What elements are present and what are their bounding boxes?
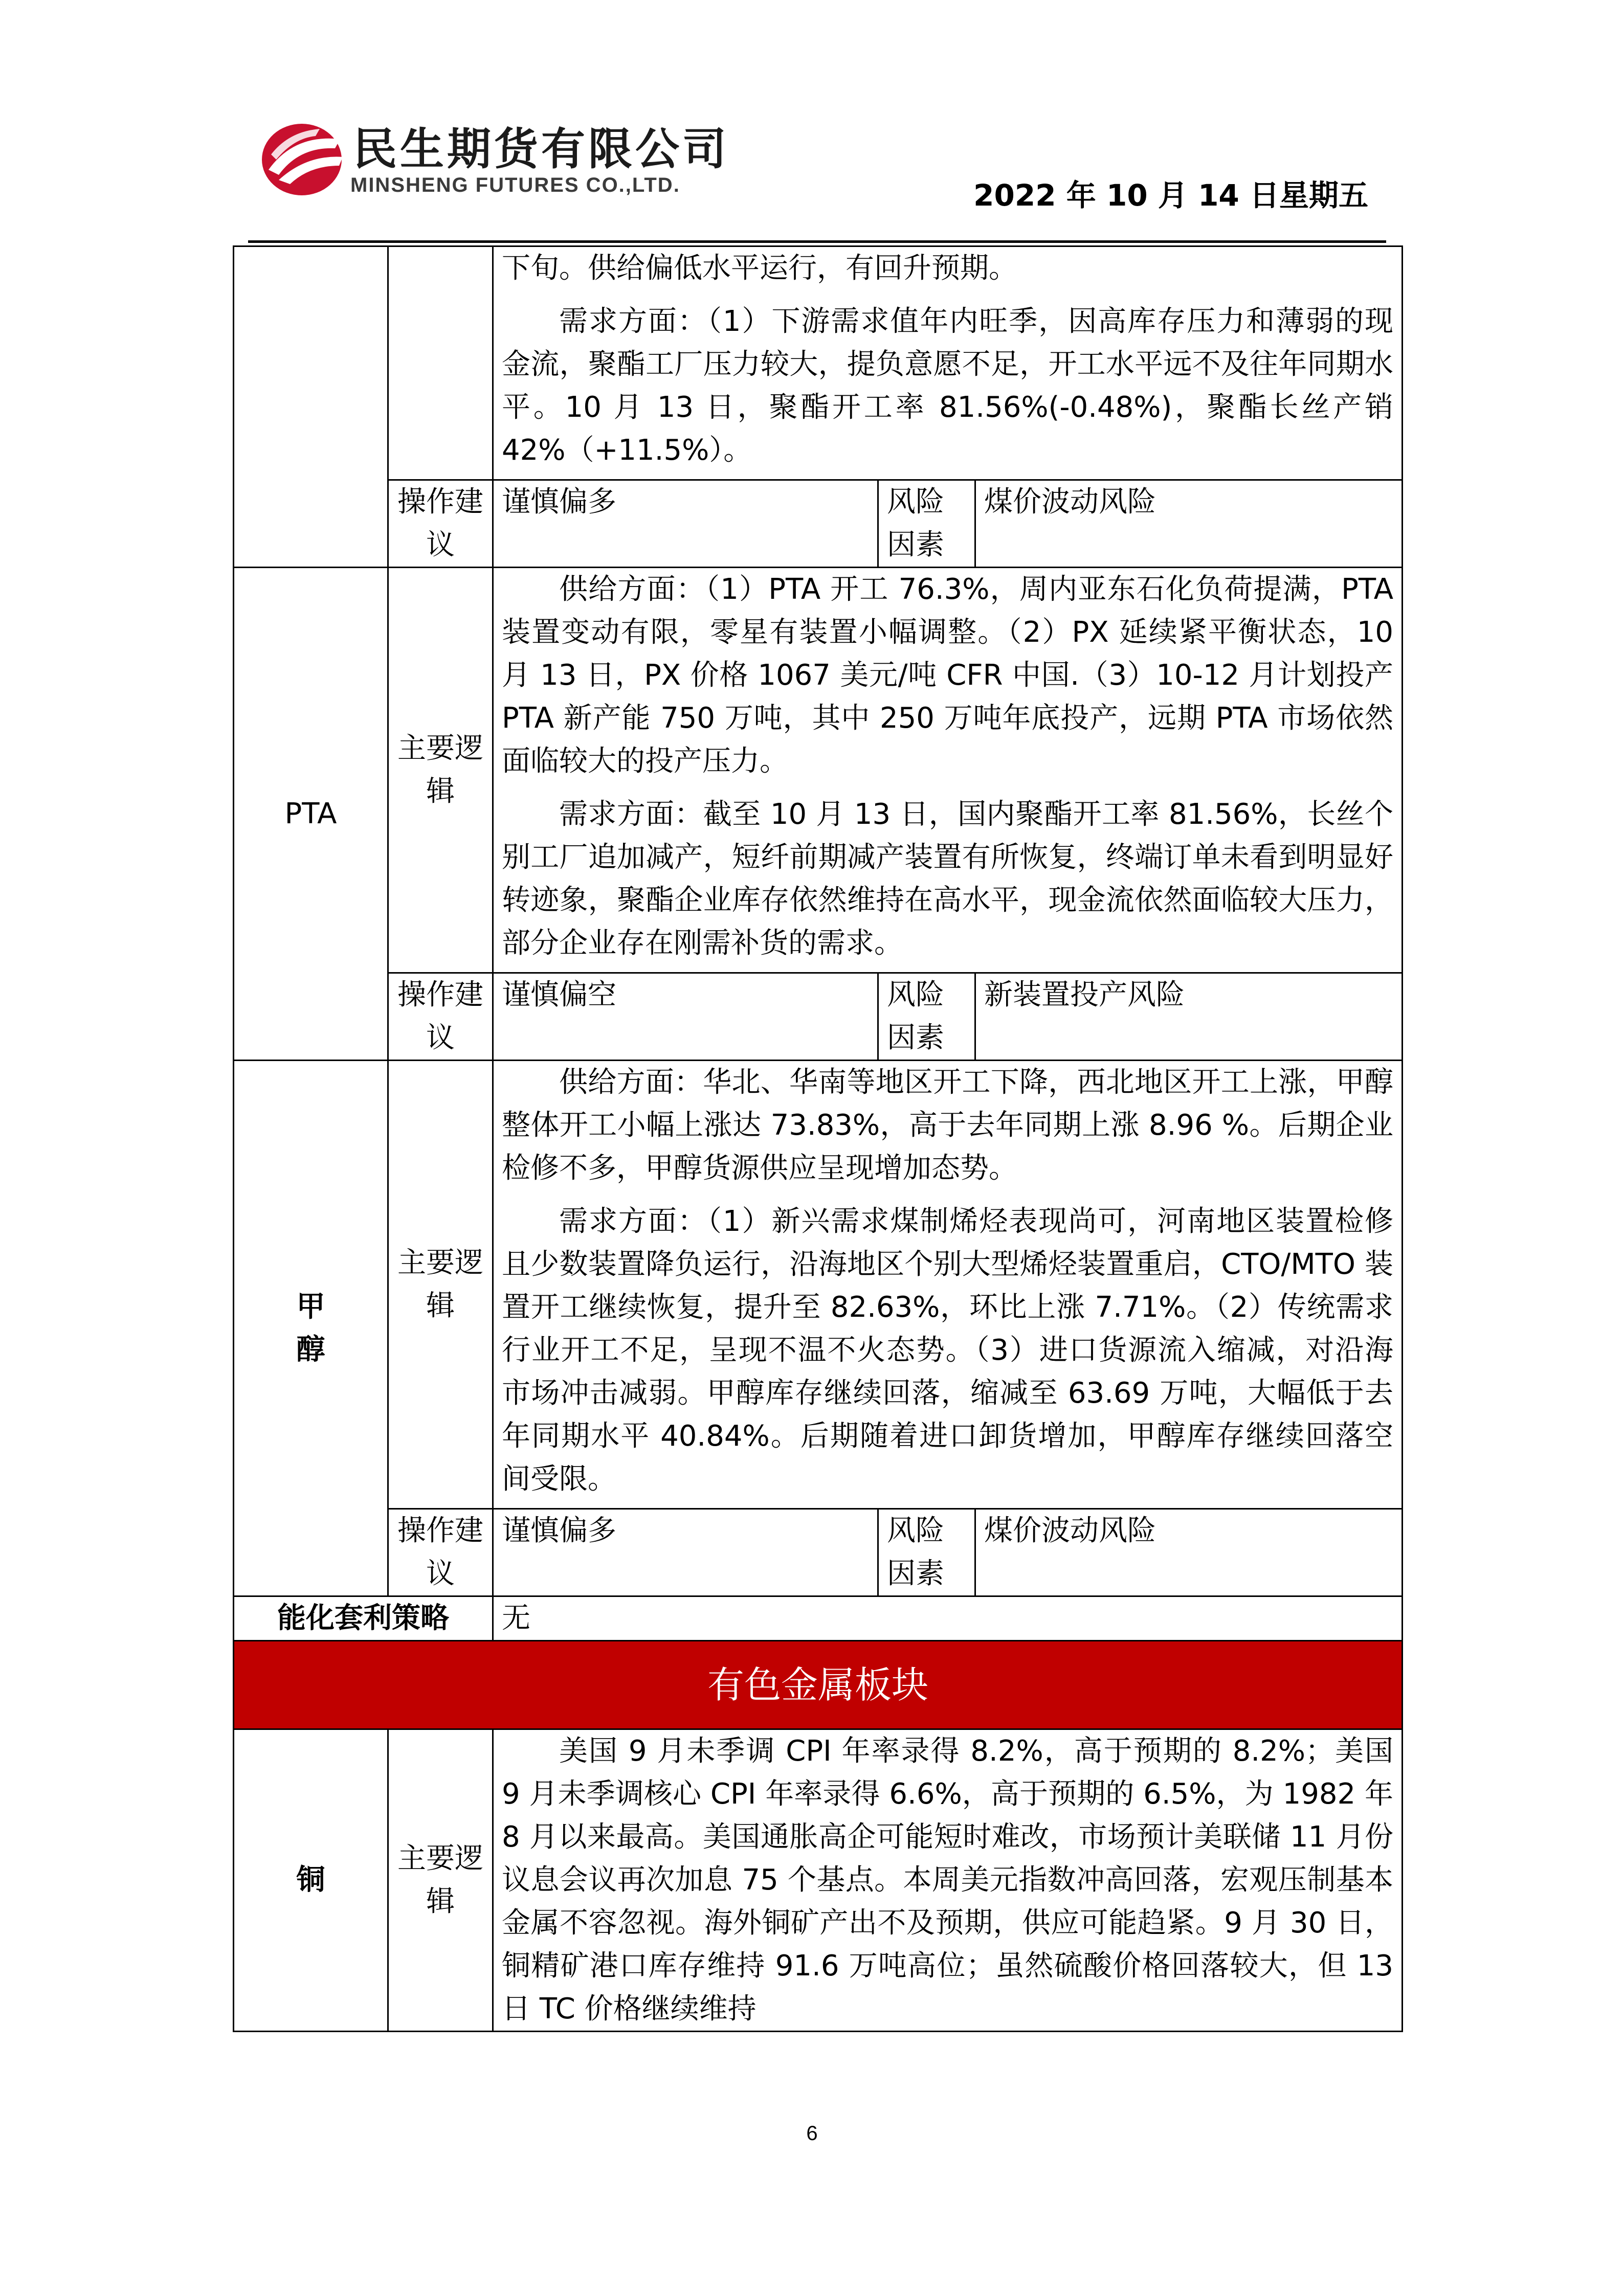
- page-number: 6: [806, 2122, 818, 2145]
- prev-risk-value: 煤价波动风险: [975, 480, 1403, 568]
- methanol-logic-paragraph: 供给方面：华北、华南等地区开工下降，西北地区开工上涨，甲醇整体开工小幅上涨达 73.83%，高于去年同期上涨 8.96 %。后期企业检修不多，甲醇货源供应呈现增加态势。: [502, 1066, 1394, 1185]
- methanol-name: 甲醇: [234, 1061, 388, 1596]
- copper-logic-row: [234, 1729, 1403, 2032]
- methanol-logic-row: [234, 1061, 1403, 1509]
- copper-logic-cell: [493, 1729, 1403, 2032]
- strategy-row: [234, 1596, 1403, 1641]
- pta-operation-row: [234, 973, 1403, 1061]
- prev-logic-label-cell: [388, 246, 493, 480]
- prev-logic-paragraph: 下旬。供给偏低水平运行，有回升预期。: [502, 252, 1017, 285]
- minsheng-logo-icon: [258, 119, 345, 200]
- report-date: 2022 年 10 月 14 日星期五: [973, 178, 1368, 213]
- copper-logic-paragraph: 美国 9 月未季调 CPI 年率录得 8.2%，高于预期的 8.2%；美国 9 月未季调核心 CPI 年率录得 6.6%，高于预期的 6.5%，为 1982 年 8 月以来最高。美国通胀高企可能短时难改，市场预计美联储 11 月份议息会议再次加息 75 个基点。本周美元指数冲高回落，宏观压制基本金属不容忽视。海外铜矿产出不及预期，供应可能趋紧。9 月 30 日，铜精矿港口库存维持 91.6 万吨高位；虽然硫酸价格回落较大，但 13 日 TC 价格继续维持: [502, 1735, 1394, 2025]
- methanol-op-value: 谨慎偏多: [493, 1509, 878, 1596]
- methanol-risk-label: 风险因素: [878, 1509, 975, 1596]
- copper-logic-label: 主要逻辑: [388, 1729, 493, 2032]
- prev-risk-label: 风险因素: [878, 480, 975, 568]
- pta-name: PTA: [234, 568, 388, 1061]
- prev-op-value: 谨慎偏多: [493, 480, 878, 568]
- copper-name: 铜: [234, 1729, 388, 2032]
- pta-op-value: 谨慎偏空: [493, 973, 878, 1061]
- pta-risk-value: 新装置投产风险: [975, 973, 1403, 1061]
- pta-logic-row: [234, 568, 1403, 973]
- pta-logic-label: 主要逻辑: [388, 568, 493, 973]
- prev-op-label: 操作建议: [388, 480, 493, 568]
- methanol-logic-label: 主要逻辑: [388, 1061, 493, 1509]
- methanol-logic-cell: [493, 1061, 1403, 1509]
- pta-logic-paragraph: 需求方面：截至 10 月 13 日，国内聚酯开工率 81.56%，长丝个别工厂追加减产，短纤前期减产装置有所恢复，终端订单未看到明显好转迹象，聚酯企业库存依然维持在高水平，现金流依然面临较大压力，部分企业存在刚需补货的需求。: [502, 798, 1394, 960]
- company-name-cn: 民生期货有限公司: [353, 124, 729, 175]
- section-banner-row: [234, 1641, 1403, 1729]
- prev-operation-row: [234, 480, 1403, 568]
- company-logo: [258, 114, 749, 211]
- strategy-table: [233, 245, 1403, 2032]
- methanol-op-label: 操作建议: [388, 1509, 493, 1596]
- strategy-value: 无: [493, 1596, 1403, 1641]
- methanol-operation-row: [234, 1509, 1403, 1596]
- prev-logic-cell: [493, 246, 1403, 480]
- company-name-en: MINSHENG FUTURES CO.,LTD.: [350, 174, 680, 196]
- pta-risk-label: 风险因素: [878, 973, 975, 1061]
- strategy-label: 能化套利策略: [234, 1596, 493, 1641]
- prev-logic-row: [234, 246, 1403, 480]
- methanol-risk-value: 煤价波动风险: [975, 1509, 1403, 1596]
- methanol-logic-paragraph: 需求方面：（1）新兴需求煤制烯烃表现尚可，河南地区装置检修且少数装置降负运行，沿海地区个别大型烯烃装置重启，CTO/MTO 装置开工继续恢复，提升至 82.63%，环比上涨 7.71%。（2）传统需求行业开工不足，呈现不温不火态势。（3）进口货源流入缩减，对沿海市场冲击减弱。甲醇库存继续回落，缩减至 63.69 万吨，大幅低于去年同期水平 40.84%。后期随着进口卸货增加，甲醇库存继续回落空间受限。: [502, 1205, 1394, 1496]
- pta-op-label: 操作建议: [388, 973, 493, 1061]
- pta-logic-cell: [493, 568, 1403, 973]
- pta-logic-paragraph: 供给方面：（1）PTA 开工 76.3%，周内亚东石化负荷提满，PTA 装置变动有限，零星有装置小幅调整。（2）PX 延续紧平衡状态，10 月 13 日，PX 价格 1067 美元/吨 CFR 中国.（3）10-12 月计划投产 PTA 新产能 750 万吨，其中 250 万吨年底投产，远期 PTA 市场依然面临较大的投产压力。: [502, 573, 1394, 778]
- prev-logic-paragraph: 需求方面：（1）下游需求值年内旺季，因高库存压力和薄弱的现金流，聚酯工厂压力较大，提负意愿不足，开工水平远不及往年同期水平。10 月 13 日，聚酯开工率 81.56%(-0.48%)，聚酯长丝产销 42%（+11.5%）。: [502, 305, 1394, 467]
- prev-name-cell: [234, 246, 388, 568]
- header-divider: [248, 240, 1386, 243]
- section-banner: 有色金属板块: [234, 1641, 1403, 1729]
